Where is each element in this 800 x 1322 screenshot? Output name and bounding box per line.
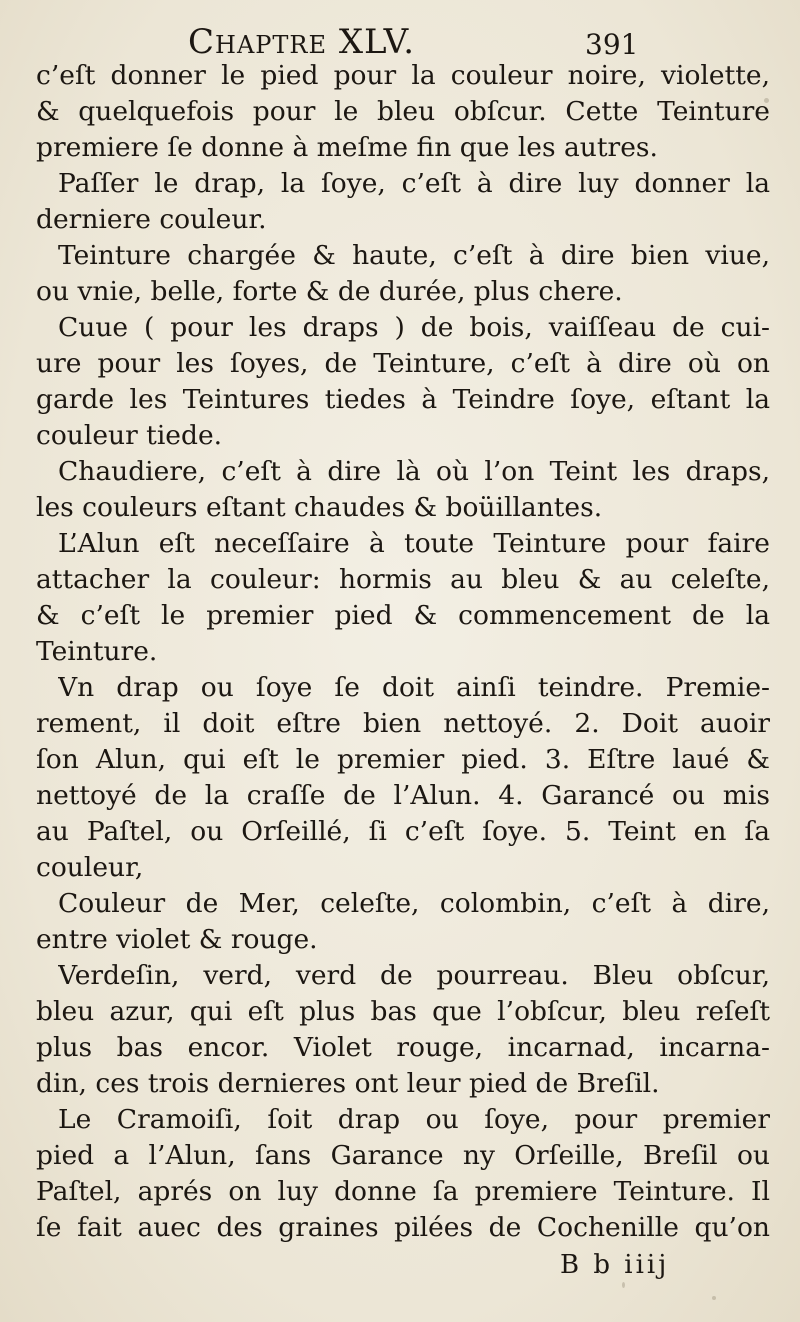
text-line: Vn drap ou ſoye ſe doit ainſi teindre. Premie-: [58, 672, 770, 703]
text-line: au Paſtel, ou Orſeillé, ſi c’eſt ſoye. 5. Teint en ſa: [36, 816, 770, 847]
text-line: entre violet & rouge.: [36, 924, 318, 955]
text-line: Couleur de Mer, celeſte, colombin, c’eſt à dire,: [58, 888, 770, 919]
text-line: pied a l’Alun, ſans Garance ny Orſeille, Breſil ou: [36, 1140, 770, 1171]
text-line: Le Cramoiſi, ſoit drap ou ſoye, pour premier: [58, 1104, 770, 1135]
text-line: & quelquefois pour le bleu obſcur. Cette Teinture: [36, 96, 770, 127]
paper-speck: [712, 1296, 716, 1300]
text-line: din, ces trois dernieres ont leur pied de Breſil.: [36, 1068, 660, 1099]
text-line: bleu azur, qui eſt plus bas que l’obſcur, bleu reſeſt: [36, 996, 770, 1027]
paper-speck: [764, 98, 769, 103]
text-line: garde les Teintures tiedes à Teindre ſoye, eſtant la: [36, 384, 770, 415]
text-line: L’Alun eſt neceſſaire à toute Teinture pour faire: [58, 528, 770, 559]
text-line: couleur,: [36, 852, 144, 883]
text-line: Teinture chargée & haute, c’eſt à dire bien viue,: [58, 240, 770, 271]
paper-speck: [622, 1282, 625, 1288]
text-line: ure pour les ſoyes, de Teinture, c’eſt à dire où on: [36, 348, 770, 379]
text-line: Cuue ( pour les draps ) de bois, vaiſſeau de cui-: [58, 312, 770, 343]
text-line: c’eſt donner le pied pour la couleur noire, violette,: [36, 60, 770, 91]
text-line: Paſſer le drap, la ſoye, c’eſt à dire luy donner la: [58, 168, 770, 199]
page-number: 391: [585, 28, 639, 61]
text-line: derniere couleur.: [36, 204, 267, 235]
text-line: les couleurs eſtant chaudes & boüillantes.: [36, 492, 603, 523]
text-line: ou vnie, belle, forte & de durée, plus chere.: [36, 276, 623, 307]
text-line: rement, il doit eſtre bien nettoyé. 2. Doit auoir: [36, 708, 770, 739]
text-line: couleur tiede.: [36, 420, 223, 451]
text-line: nettoyé de la craſſe de l’Alun. 4. Garancé ou mis: [36, 780, 770, 811]
text-line: ſon Alun, qui eſt le premier pied. 3. Eſtre laué &: [36, 744, 770, 775]
text-line: Teinture.: [36, 636, 158, 667]
text-line: plus bas encor. Violet rouge, incarnad, incarna-: [36, 1032, 770, 1063]
text-line: Chaudiere, c’eſt à dire là où l’on Teint les draps,: [58, 456, 770, 487]
running-title: Chaptre XLV.: [188, 22, 415, 62]
text-line: ſe fait auec des graines pilées de Cochenille qu’on: [36, 1212, 770, 1243]
text-line: Verdeſin, verd, verd de pourreau. Bleu obſcur,: [58, 960, 770, 991]
text-line: & c’eſt le premier pied & commencement de la: [36, 600, 770, 631]
text-line: Paſtel, aprés on luy donne ſa premiere Teinture. Il: [36, 1176, 770, 1207]
text-line: attacher la couleur: hormis au bleu & au celeſte,: [36, 564, 770, 595]
signature-mark: B b iiij: [560, 1250, 670, 1280]
text-line: premiere ſe donne à meſme fin que les autres.: [36, 132, 658, 163]
